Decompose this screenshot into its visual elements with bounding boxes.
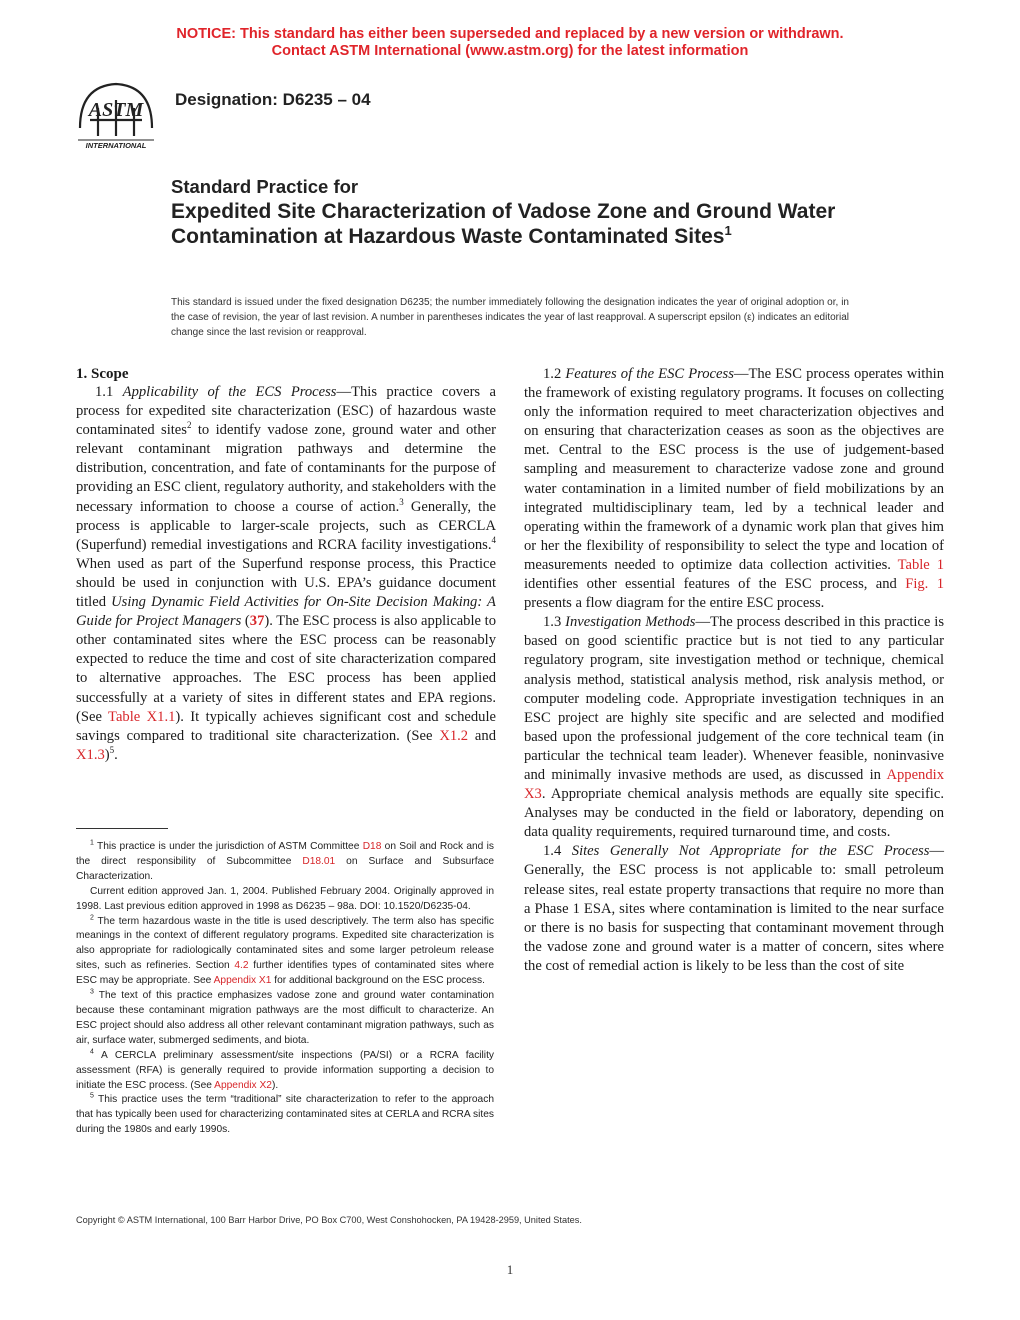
- footnote-ref-4[interactable]: 4: [491, 534, 496, 545]
- paragraph-1-4: 1.4 Sites Generally Not Appropriate for the ESC Process—Generally, the ESC process is not applicable to: small petroleum release sites, real estate property transactions that require no more than a Phase 1 ESA, sites where contamination is limited to the near surface or there is no basis for suspecting that contaminant movement through the vadose zone and ground water is a matter of concern, sites where the cost of remedial action is likely to be less than the cost of site: [524, 843, 945, 974]
- title-footnote-ref[interactable]: 1: [724, 223, 732, 238]
- footnote-divider: [76, 828, 168, 829]
- paragraph-1-1: 1.1 Applicability of the ECS Process—This practice covers a process for expedited site characterization (ESC) of hazardous waste contaminated sites$^2$ to identify vadose zone, ground water and other relevant contaminant migration pathways and determine the distribution, concentration, and fate of contaminants for the purpose of providing an ESC client, regulatory authority, and stakeholders with the necessary information to choose a course of action.$^3$ Generally, the process is applicable to larger-scale projects, such as CERCLA (Superfund) remedial investigations and RCRA facility investigations.$^4$ When used as part of the Superfund response process, this Practice should be used in conjunction with U.S. EPA’s guidance document titled Using Dynamic Field Activities for On-Site Decision Making: A Guide for Project Managers (37). The ESC process is also applicable to other contaminated sites where the ESC process can be reasonably expected to reduce the time and cost of site characterization compared to alternative approaches. The ESC process has been applied successfully at a variety of sites in different states and EPA regions. (See Table X1.1). It typically achieves significant cost and schedule savings compared to traditional site characterization. (See X1.2 and X1.3)$^5$.: [76, 384, 497, 763]
- logo-text: ASTM: [88, 99, 144, 121]
- d18-01-link[interactable]: D18.01: [302, 855, 336, 867]
- x1-2-link[interactable]: X1.2: [439, 727, 469, 744]
- reference-link-37[interactable]: 37: [249, 613, 265, 630]
- notice-line-1: NOTICE: This standard has either been superseded and replaced by a new version or withdrawn.: [176, 26, 844, 42]
- astm-logo: [70, 78, 162, 152]
- table-x1-1-link[interactable]: Table X1.1: [108, 708, 176, 725]
- title-main: Expedited Site Characterization of Vadose Zone and Ground Water Contamination at Hazardous Waste Contaminated Sites$^1$: [171, 200, 836, 248]
- section-heading-scope: 1. Scope: [76, 366, 129, 382]
- footnote-4: $^4$ A CERCLA preliminary assessment/site inspections (PA/SI) or a RCRA facility assessment (RFA) is generally required to provide information supporting a decision to initiate the ESC process. (See Appendix X2).: [76, 1048, 494, 1091]
- designation: Designation: D6235 – 04: [175, 90, 371, 109]
- left-column: [76, 365, 496, 765]
- paragraph-1-2: 1.2 Features of the ESC Process—The ESC process operates within the framework of existing regulatory programs. It focuses on collecting only the information required to meet characterization objectives and on ensuring that characterization ceases as soon as the objectives are met. Central to the ESC process is the use of judgement-based sampling and measurement to characterize vadose zone and ground water contamination in a limited number of field mobilizations by an integrated multidisciplinary team, led by a technical leader and operating within the framework of a dynamic work plan that gives him or her the flexibility of responsibility to select the type and location of measurements needed to optimize data collection activities. Table 1 identifies other essential features of the ESC process, and Fig. 1 presents a flow diagram for the entire ESC process.: [524, 366, 944, 612]
- supersede-notice: [0, 26, 1020, 60]
- footnotes: [76, 840, 494, 1138]
- paragraph-heading: Investigation Methods: [565, 614, 696, 631]
- table-1-link[interactable]: Table 1: [897, 556, 944, 573]
- appendix-x3-link[interactable]: Appendix X3: [524, 766, 944, 803]
- section-4-2-link[interactable]: 4.2: [234, 960, 249, 972]
- appendix-x2-link[interactable]: Appendix X2: [214, 1079, 272, 1091]
- copyright-line: Copyright © ASTM International, 100 Barr Harbor Drive, PO Box C700, West Conshohocken, PA 19428-2959, United States.: [76, 1215, 582, 1225]
- paragraph-heading: Applicability of the ECS Process: [122, 384, 337, 400]
- footnote-ref-3[interactable]: 3: [399, 496, 404, 507]
- d18-link[interactable]: D18: [362, 841, 382, 852]
- footnote-2: $^2$ The term hazardous waste in the title is used descriptively. The term also has specific meanings in the context of different regulatory programs. Expedited site characterization is also appropriate for radiologically contaminated sites and some larger petroleum release sites, such as refineries. Section 4.2 further identifies types of contaminated sites where ESC may be appropriate. See Appendix X1 for additional background on the ESC process.: [76, 914, 494, 987]
- issuance-note: This standard is issued under the fixed designation D6235; the number immediately following the designation indicates the year of original adoption or, in the case of revision, the year of last revision. A number in parentheses indicates the year of last reapproval. A superscript epsilon (ε) indicates an editorial change since the last revision or reapproval.: [171, 297, 849, 338]
- footnote-ref-2[interactable]: 2: [186, 420, 192, 431]
- title-prefix: Standard Practice for: [171, 176, 359, 197]
- guidance-doc-title: Using Dynamic Field Activities for On-Site Decision Making: A Guide for Project Managers: [76, 594, 496, 630]
- fig-1-link[interactable]: Fig. 1: [905, 576, 944, 593]
- logo-subtext: INTERNATIONAL: [85, 141, 147, 150]
- document-title: [171, 175, 871, 249]
- x1-3-link[interactable]: X1.3: [76, 746, 105, 763]
- footnote-5: $^5$ This practice uses the term “traditional” site characterization to refer to the approach that has typically been used for characterizing contaminated sites at CERLA and RCRA sites during the 1980s and early 1990s.: [76, 1093, 494, 1136]
- notice-line-2: Contact ASTM International (www.astm.org) for the latest information: [271, 43, 749, 59]
- paragraph-1-3: 1.3 Investigation Methods—The process described in this practice is based on good scientific practice but is not tied to any particular regulatory program, site investigation method or technique, chemical analysis method, statistical analysis method, risk analysis method, or computer modeling code. Appropriate investigation techniques in an ESC project are highly site specific and are selected and modified based upon the professional judgement of the core technical team (in particular the technical team leader). Whenever feasible, noninvasive and minimally invasive methods are used, as discussed in Appendix X3. Appropriate chemical analysis methods are equally site specific. Analyses may be conducted in the field or laboratory, depending on data quality requirements, required turnaround time, and costs.: [524, 614, 944, 841]
- page-number: 1: [506, 1262, 514, 1277]
- appendix-x1-link[interactable]: Appendix X1: [213, 975, 272, 987]
- footnote-1: $^1$ This practice is under the jurisdiction of ASTM Committee D18 on Soil and Rock and is the direct responsibility of Subcommittee D18.01 on Surface and Subsurface Characterization.: [76, 839, 494, 882]
- paragraph-heading: Features of the ESC Process: [565, 366, 734, 382]
- footnote-ref-5[interactable]: 5: [109, 744, 115, 755]
- paragraph-heading: Sites Generally Not Appropriate for the ESC Process: [571, 843, 930, 860]
- current-edition-note: Current edition approved Jan. 1, 2004. Published February 2004. Originally approved in 1998. Last previous edition approved in 1998 as D6235 – 98a. DOI: 10.1520/D6235-04.: [76, 885, 494, 912]
- right-column: [524, 365, 944, 976]
- footnote-3: $^3$ The text of this practice emphasizes vadose zone and ground water contamination because these contaminant migration pathways are the most difficult to characterize. An ESC project should also address all other relevant contaminant migration pathways, such as air, surface water, submerged sediments, and biota.: [76, 988, 494, 1046]
